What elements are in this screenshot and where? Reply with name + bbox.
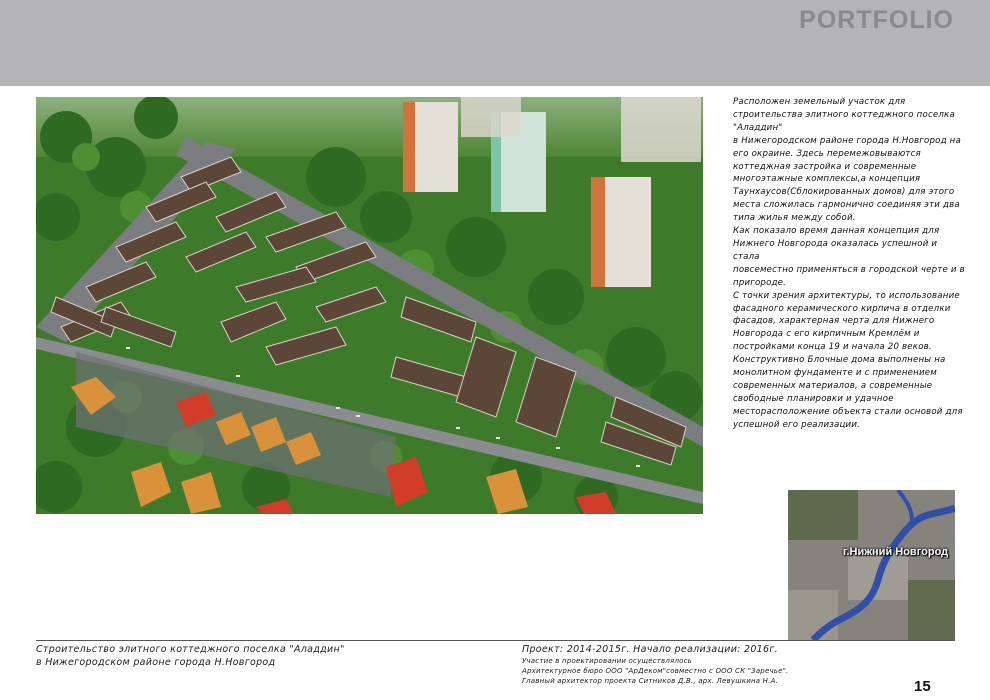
description-line: типа жилья между собой. [733,213,856,224]
description-line: современных материалов, а современные [733,380,933,391]
description-line: в Нижегородском районе города Н.Новгород на [733,135,961,146]
project-description [733,96,965,432]
description-line: постройками конца 19 и начала 20 веков. [733,342,932,353]
description-line: коттеджная застройка и современные [733,161,917,172]
footer-caption [36,643,476,669]
page-title: PORTFOLIO [799,6,954,34]
site-render-image [36,97,703,514]
description-line: С точки зрения архитектуры, то использование [733,290,960,301]
description-line: Новгорода с его кирпичным Кремлём и [733,329,920,340]
description-line: свободные планировки и удачное [733,393,894,404]
page-number: 15 [914,678,931,695]
description-line: фасадного керамического кирпича в отделки [733,303,951,314]
location-map [788,490,955,640]
header-bar [0,0,990,86]
description-line: монолитном фундаменте и с применением [733,368,937,379]
description-line: месторасположение объекта стали основой для [733,406,963,417]
project-info [522,643,822,686]
map-city-label: г.Нижний Новгород [843,546,949,558]
description-line: Конструктивно Блочные дома выполнены на [733,355,946,366]
description-line: Как показало время данная концепция для [733,226,940,237]
description-line: многоэтажные комплексы,а концепция [733,174,921,185]
caption-line: в Нижегородском районе города Н.Новгород [36,657,276,668]
description-line: Расположен земельный участок для [733,97,906,107]
credits-line: Архитектурное бюро ООО "АрДеком"совместно с ООО СК "Заречье". [522,667,789,675]
description-line: его окраине. Здесь перемежовываются [733,148,921,159]
description-line: Таунхаусов(Сблокированных домов) для этого [733,187,955,198]
description-line: повсеместно применяться в городской черте и в [733,264,965,275]
caption-line: Строительство элитного коттеджного поселка "Аладдин" [36,644,345,655]
footer-divider [36,640,955,641]
project-dates: Проект: 2014-2015г. Начало реализации: 2016г. [522,644,778,655]
credits-line: Главный архитектор проекта Ситников Д.В., арх. Левушкина Н.А. [522,677,778,685]
credits-line: Участие в проектировании осуществлялось [522,657,692,665]
description-line: места сложилась гармонично соединяя эти два [733,200,960,211]
description-line: фасадов, характерная черта для Нижнего [733,316,935,327]
description-line: успешной его реализации. [733,419,861,430]
description-line: "Аладдин" [733,122,783,133]
description-line: пригороде. [733,277,787,288]
description-line: Нижнего Новгорода оказалась успешной и стала [733,238,938,262]
description-line: строительства элитного коттеджного поселка [733,109,955,120]
